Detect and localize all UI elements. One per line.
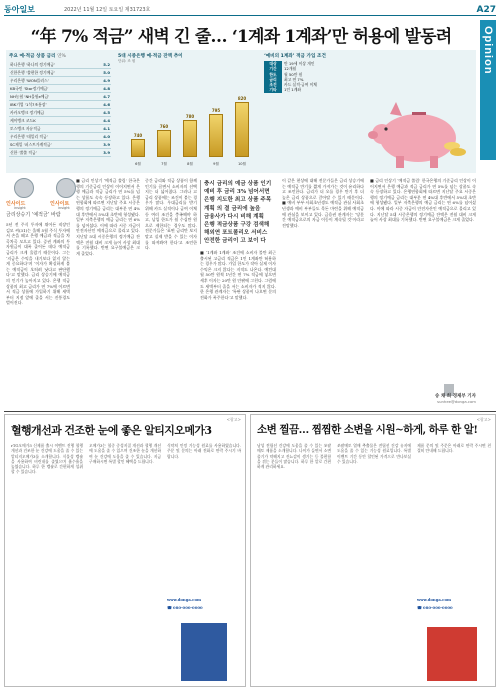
chart-bar (131, 139, 145, 157)
rate-table-row (9, 69, 111, 77)
ad-tag-left: <광고> (226, 417, 241, 422)
condition-value: 1인 1계좌 (284, 87, 302, 93)
chart-bar (157, 130, 171, 157)
chart-bar-value: 795 (211, 107, 221, 113)
rate-table-row (9, 125, 111, 133)
rate-table-row (9, 61, 111, 69)
condition-label: 금리 (264, 77, 282, 82)
rate-table-row (9, 133, 111, 141)
chart-category-label: 7월 (161, 162, 167, 166)
rate-value: 4.7 (95, 93, 111, 101)
pull-quote-line: 충시 금리의 예금 상품 인기 (204, 181, 272, 187)
columnist-1-sub: insight (14, 206, 26, 210)
section-divider (4, 411, 496, 412)
rate-value: 4.1 (95, 125, 111, 133)
condition-label: 조건 (264, 82, 282, 87)
rate-product-name: NH농협 ‘NH올원e예금’ (9, 93, 95, 101)
rate-table-row (9, 77, 111, 85)
rate-product-name: IBK기업 ‘1석7조통장’ (9, 101, 95, 109)
rate-value: 4.4 (95, 117, 111, 125)
balance-chart-panel (118, 53, 260, 170)
section-label: Opinion (482, 26, 494, 75)
rate-product-name: 우리은행 ‘WON플러스’ (9, 77, 95, 85)
rate-value: 5.0 (95, 69, 111, 77)
rate-table-title: 주요 예·적금 상품 금리 (9, 54, 56, 59)
ad-right-link[interactable]: www.donga.com (417, 597, 451, 602)
rate-table-row (9, 85, 111, 93)
balance-chart-unit: 단위: 조 원 (118, 59, 136, 63)
condition-value: 월 50만 원 (284, 71, 303, 77)
condition-label: 기타 (264, 87, 282, 92)
ad-tag-right: <광고> (476, 417, 491, 422)
rate-product-name: 하나은행 ‘하나의 정기예금’ (9, 61, 95, 69)
ad-left-link[interactable]: www.donga.com (167, 597, 201, 602)
dateline: 2022년 11월 12일 토요일 제31723호 (64, 7, 151, 13)
ad-left-text-2: 오메가3는 혈중 중성지질 개선과 혈행 개선에 도움을 줄 수 있으며 건조한 눈을 개선하여 눈 건강에 도움을 줄 수 있습니다. 지금 구매하시면 특별 할인 혜택을 드립니다. (89, 443, 161, 464)
rate-value: 4.0 (95, 133, 111, 141)
pull-quote-line: 안전한 금리이 고 보이 다 (204, 238, 266, 245)
omega3-product-image (181, 623, 227, 681)
rate-table-row (9, 101, 111, 109)
rate-table-row (9, 93, 111, 101)
columnist-2-sub: insight (58, 206, 70, 210)
chart-bar-value: 760 (159, 123, 169, 129)
chart-category-label: 10월 (237, 162, 247, 166)
rate-product-name: 카카오뱅크 정기예금 (9, 109, 95, 117)
ad-left-text-3: 식약처 인정 기능성 원료를 사용하였습니다. 주문 및 문의는 아래 전화로 연락 주시기 바랍니다. (167, 443, 241, 459)
rate-product-name: 우리은행 ‘데일리 적금’ (9, 133, 95, 141)
pull-quote-line: 은행 지도한 최고 상품 주목 (204, 197, 272, 204)
pull-quote (200, 180, 276, 244)
article-column-1: 5년 전 주식 투자에 뛰어든 직장인 김모 씨(31)는 올해 5월 주식 투자에서 손을 떼고 은행 예금과 적금을 차곡차곡 모으고 있다. 증권 계좌의 투자원금이 대폭 줄어든 데다 예적금 금리가 크게 올랐기 때문이다. 그는 ‘지금은 수익을 내기보다 잃지 않는 게 중요하다’며 ‘이자가 확실하게 붙는 예적금이 오히려 낫다고 판단했다’고 말했다. 금리 상승기에 예적금의 인기가 높아지고 있다. 은행 적금 상품의 최고 금리가 연 7%에 이르면서 적금 상품에 가입하기 위해 새벽부터 지점 앞에 줄을 서는 진풍경도 벌어진다. (6, 222, 70, 306)
ad-left-headline: 혈행개선과 건조한 눈에 좋은 알티지오메가3 (11, 424, 212, 437)
article-column-2: ■ 금리 인상기 ‘예적금 쏠림’ 한국은행의 기준금리 인상이 이어지면서 은행 예금과 적금 금리가 연 5%를 넘는 상품도 속속 등장하고 있다. 은행연합회에 따르면 지난달 주요 시중은행의 정기예금 금리는 대부분 연 4%대 후반에서 5%대 초반에 형성됐다. 일부 저축은행의 예금 금리는 연 6%를 넘어섰다. 이에 따라 시중 자금이 안전자산인 예적금으로 몰리고 있다. 지난달 5대 시중은행의 정기예금 잔액은 전월 대비 크게 늘어 사상 최대를 기록했다. 반면 요구불예금은 크게 줄었다. (76, 178, 140, 256)
condition-label: 대상 (264, 61, 282, 66)
rate-table-row (9, 149, 111, 157)
chart-category-label: 8월 (187, 162, 193, 166)
rate-product-name: KB국민 ‘Star정기예금’ (9, 85, 95, 93)
newspaper-logo: 동아일보 (4, 5, 35, 14)
advertisement-right (250, 414, 496, 687)
article-column-4: ■ ‘1계좌 1계좌’ 조건에 소비자 불만 최근 출시된 고금리 적금은 1인 1계좌만 허용하는 경우가 많다. 가입 한도가 작아 실제 이자 수익은 크지 않다는 지적도 나온다. 예컨대 월 50만 원씩 1년간 연 7% 적금에 넣으면 세후 이자는 20만 원 안팎에 그친다. 그럼에도 새벽부터 줄을 서는 소비자가 적지 않다. 한 은행 관계자는 ‘특판 상품이 나오면 문의 전화가 폭주한다’고 말했다. (200, 250, 276, 300)
rate-value: 5.2 (95, 61, 111, 69)
chart-bar-value: 780 (185, 114, 195, 120)
rate-value: 4.5 (95, 109, 111, 117)
columnist-1-avatar (14, 178, 34, 198)
condition-item (264, 87, 354, 92)
section-band (480, 20, 496, 160)
saw-palmetto-product-image (427, 627, 477, 681)
byline (370, 393, 476, 407)
pull-quote-line: 은행 적금상품 구강 검색해 (204, 222, 270, 229)
article-column-5: 이 같은 현상에 대해 전문가들은 금리 상승기에는 예적금 만기를 짧게 가져가는 것이 유리하다고 조언한다. 금리가 더 오를 경우 만기 후 더 높은 금리 상품으로 갈아탈 수 있기 때문이다. ■ 예비 부부·사회초년생도 예적금 관심 사회초년생과 예비 부부들도 목돈 마련을 위해 예적금에 관심을 보이고 있다. 금융권 관계자는 ‘당분간 예적금으로의 자금 이동이 계속될 것’이라고 전망했다. (282, 178, 364, 228)
article-column-6: ■ 금리 인상기 ‘예적금 쏠림’ 한국은행의 기준금리 인상이 이어지면서 은행 예금과 적금 금리가 연 5%를 넘는 상품도 속속 등장하고 있다. 은행연합회에 따르면 지난달 주요 시중은행의 정기예금 금리는 대부분 연 4%대 후반에서 5%대 초반에 형성됐다. 일부 저축은행의 예금 금리는 연 6%를 넘어섰다. 이에 따라 시중 자금이 안전자산인 예적금으로 몰리고 있다. 지난달 5대 시중은행의 정기예금 잔액은 전월 대비 크게 늘어 사상 최대를 기록했다. 반면 요구불예금은 크게 줄었다. (370, 178, 476, 223)
ad-right-text-3: 제품 문의 및 주문은 아래로 연락 주시면 친절히 안내해 드립니다. (417, 443, 491, 454)
condition-label: 기간 (264, 66, 282, 71)
condition-value: 만 19세 이상 개인 (284, 61, 315, 66)
rate-value: 3.9 (95, 149, 111, 157)
pull-quote-line: 계획 의 결 금리에 높음 (204, 205, 261, 212)
condition-value: 카드 실적·급여 이체 (284, 82, 317, 88)
rate-table-row (9, 117, 111, 125)
rate-table-row (9, 141, 111, 149)
ad-right-text-1: 남성 전립선 건강에 도움을 줄 수 있는 쏘팔메토 제품을 소개합니다. 나이가 들면서 소변 줄기가 약해지고 잔뇨감이 생기는 등 불편함을 겪는 분들이 많습니다. 하루 한 알로 간편하게 관리하세요. (257, 443, 331, 470)
article-column-3: 중간 금리와 적금 상품이 함께 인기를 끌면서 소비자의 선택지는 더 넓어졌다. 그러나 고금리 상품에는 조건이 붙는 경우가 많다. 우대금리를 받기 위해 카드 실적이나 급여 이체 등 여러 조건을 충족해야 하고, 납입 한도가 월 수십만 원으로 제한되는 경우도 많다. 전문가들은 ‘표면 금리만 보지 말고 실제 받을 수 있는 이자를 따져봐야 한다’고 조언한다. (145, 178, 197, 251)
condition-title: ‘예비의 1계좌’ 적금 가입 조건 (264, 54, 326, 59)
chart-bar-value: 820 (237, 96, 247, 102)
rate-product-name: SC제일 ‘퍼스트가계적금’ (9, 141, 95, 149)
rate-product-name: 토스뱅크 자유적금 (9, 125, 95, 133)
article-headline: “年 7% 적금” 새벽 긴 줄… ‘1계좌 1계좌’만 허용에 발동려 (30, 27, 452, 47)
chart-bar (209, 114, 223, 157)
rate-table-row (9, 109, 111, 117)
rate-value: 4.6 (95, 101, 111, 109)
rate-product-name: 신한 ‘쏠쏠 적금’ (9, 149, 95, 157)
columnist-2-avatar (56, 178, 76, 198)
byline-email: sunhee@donga.com (437, 399, 476, 404)
chart-category-label: 6월 (135, 162, 141, 166)
rate-value: 4.9 (95, 77, 111, 85)
infographic (6, 50, 476, 173)
condition-label: 한도 (264, 72, 282, 77)
ad-right-text-2: 쏘팔메토 열매 추출물은 전립선 건강 유지에 도움을 줄 수 있는 기능성 원료입니다. 특별 이벤트 기간 동안 할인된 가격으로 만나보실 수 있습니다. (337, 443, 411, 464)
masthead (4, 4, 496, 16)
column-tag: 금리상승기 ‘예적금’ 바람 (6, 212, 61, 218)
pull-quote-line: 금융사가 다시 비해 계획 (204, 213, 264, 220)
rate-table-panel (9, 53, 111, 170)
condition-value: 12개월 (284, 66, 297, 72)
condition-panel (264, 53, 354, 170)
columnist-2-name: 인사이트 (50, 201, 70, 207)
byline-name: 송 채 희 경제부 기자 (434, 394, 476, 399)
rate-table-unit: 연% (57, 54, 66, 59)
balance-bar-chart (118, 73, 260, 167)
ad-right-phone: ☎ 080-000-0000 (417, 605, 453, 610)
ad-left-phone: ☎ 080-000-0000 (167, 605, 203, 610)
chart-bar-value: 740 (133, 132, 143, 138)
pull-quote-line: 예비 후 금리 3% 넘어서면 (204, 189, 270, 196)
ad-right-headline: 소변 찔끔… 찜찜한 소변을 시원~하게, 하루 한 알! (257, 424, 478, 436)
rate-value: 4.8 (95, 85, 111, 93)
chart-bar (183, 120, 197, 157)
condition-value: 최고 연 7% (284, 76, 304, 82)
ad-left-text-1: rTG오메가3 신제품 출시 이벤트 진행 혈행 개선과 건조한 눈 건강에 도움을 줄 수 있는 알티지오메가3를 소개합니다. 식물성 캡슐을 사용하여 비린내를 줄였으며 흡수율을 높였습니다. 하루 한 캡슐로 간편하게 섭취할 수 있습니다. (11, 443, 83, 475)
balance-chart-title: 5대 시중은행 예·적금 잔액 추이 (118, 54, 183, 59)
chart-bar (235, 102, 249, 157)
rate-product-name: 신한은행 ‘쏠편한 정기예금’ (9, 69, 95, 77)
pull-quote-line: 해외연 포트폴리오 서비스 (204, 230, 268, 237)
advertisement-left (4, 414, 246, 687)
rate-product-name: 케이뱅크 코드K (9, 117, 95, 125)
columnist-1-name: 인사이드 (6, 201, 26, 207)
rate-table (9, 61, 111, 157)
chart-category-label: 9월 (213, 162, 219, 166)
condition-list (264, 61, 354, 93)
piggy-bank-illustration (360, 96, 472, 170)
page-number: A27 (476, 4, 496, 15)
rate-value: 3.9 (95, 141, 111, 149)
